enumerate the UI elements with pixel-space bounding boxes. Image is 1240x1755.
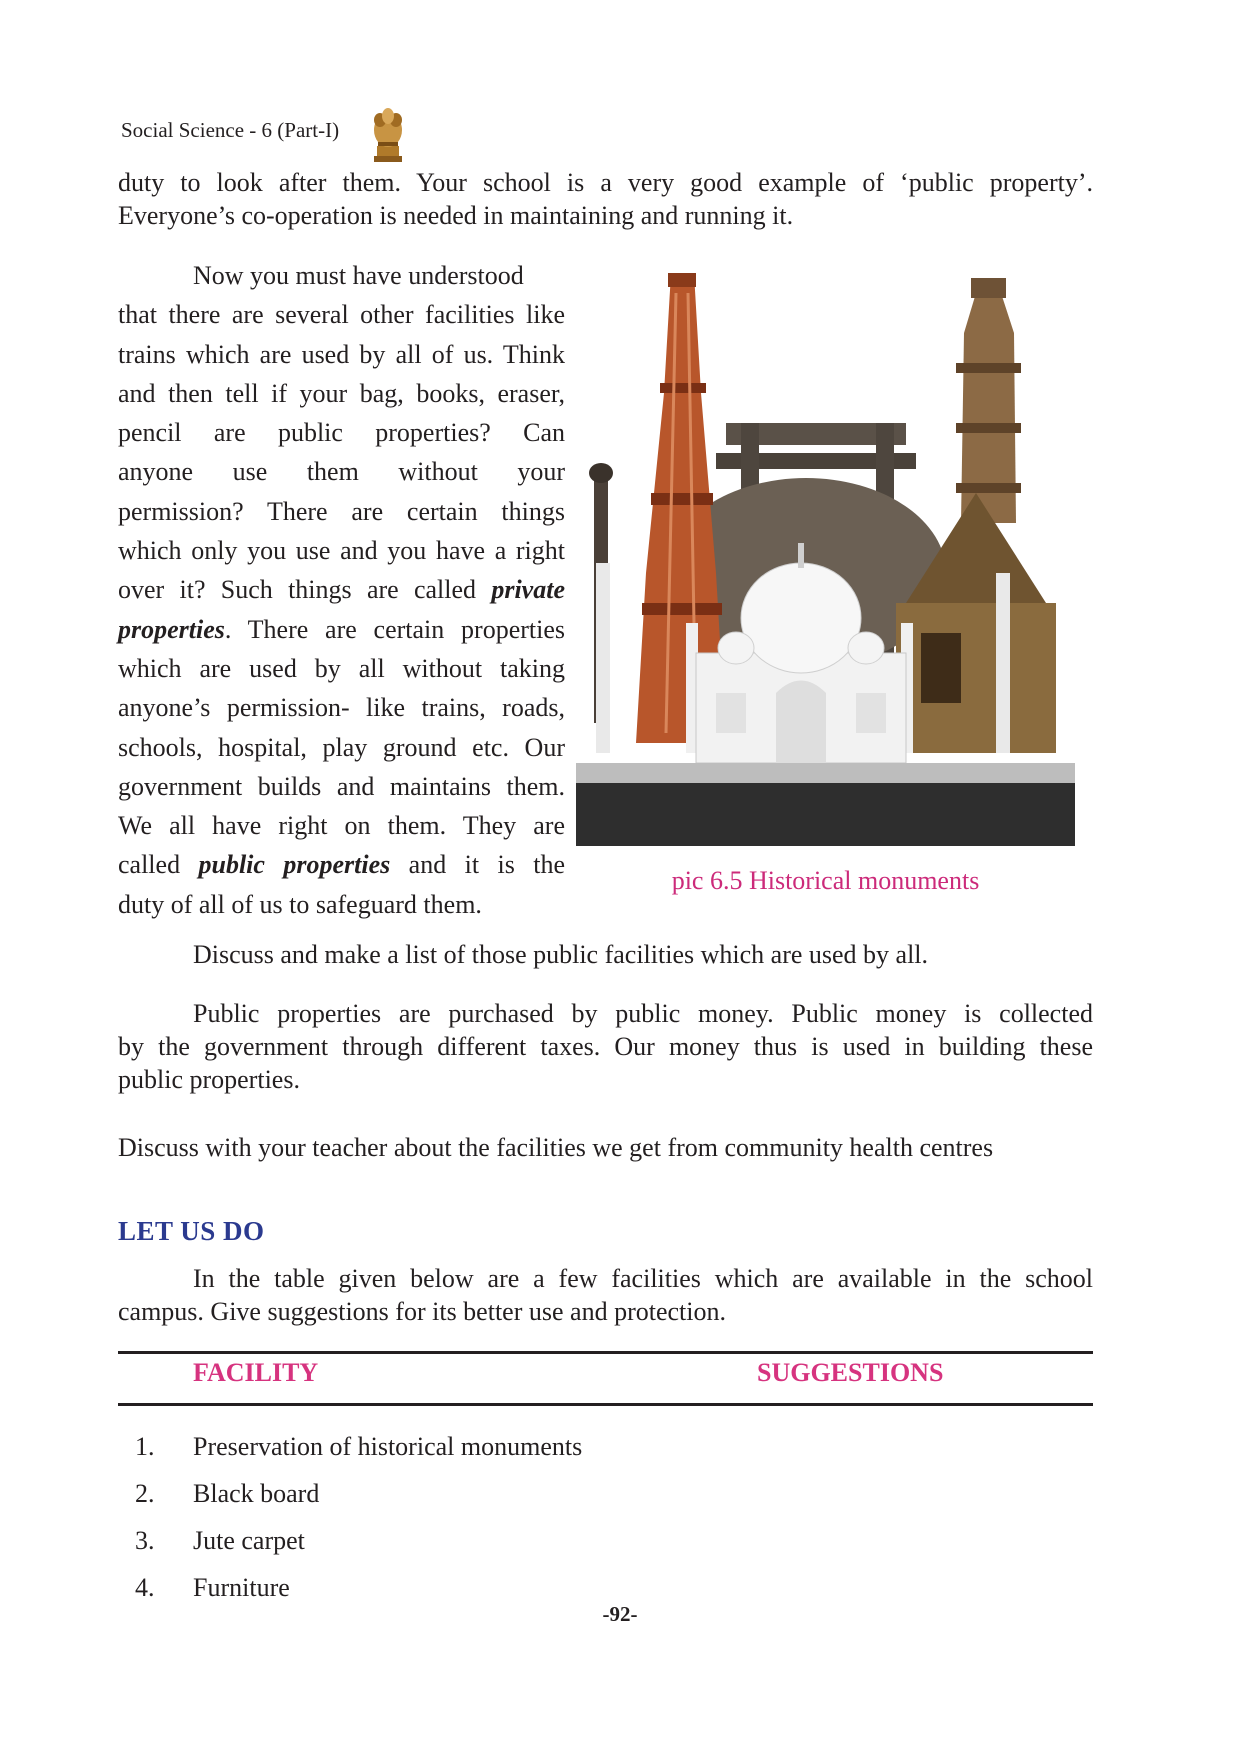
table-row-facility: Preservation of historical monuments [193, 1432, 583, 1461]
term-private: private [491, 575, 565, 605]
table-row-facility: Jute carpet [193, 1526, 305, 1555]
term-public-properties: public properties [198, 850, 391, 880]
paragraph-private-public-properties: Now you must have understood that there are several other facilities like trains which are used by all of us. Think and then tell if your bag, books, eraser, pencil are public properties? Can anyone use them without your permission? There are certain things which only you use and you have a right over it? Such things are called private properties. There are certain properties which are used by all without taking anyone’s permission- like trains, roads, schools, hospital, play ground etc. Our government builds and maintains them. We all have right on them. They are called public properties and it is the duty of all of us to safeguard them. [118, 261, 565, 919]
table-header-facility: FACILITY [193, 1358, 319, 1387]
paragraph-public-money: Public properties are purchased by public money. Public money is collected by the government through different taxes. Our money thus is used in building these public properties. [118, 999, 1093, 1094]
historical-monuments-image [576, 273, 1075, 846]
table-row-number: 1. [135, 1432, 155, 1461]
table-header-suggestions: SUGGESTIONS [757, 1358, 944, 1387]
table-top-rule [118, 1351, 1093, 1354]
table-row-facility: Black board [193, 1479, 320, 1508]
paragraph-table-intro: In the table given below are a few facilities which are available in the school campus. Give suggestions for its better use and protection. [118, 1264, 1093, 1326]
national-emblem-icon [368, 106, 408, 164]
page-number: -92- [602, 1602, 638, 1626]
section-heading-let-us-do: LET US DO [118, 1216, 265, 1246]
table-row-number: 3. [135, 1526, 155, 1555]
paragraph-health-centres: Discuss with your teacher about the facilities we get from community health centres [118, 1133, 994, 1162]
figure-caption: pic 6.5 Historical monuments [671, 866, 980, 895]
table-header-rule [118, 1403, 1093, 1406]
table-row-number: 4. [135, 1573, 155, 1602]
term-properties: properties [118, 614, 225, 644]
paragraph-public-property: duty to look after them. Your school is a very good example of ‘public property’. Everyone’s co-operation is needed in maintaining and running it. [118, 168, 1093, 230]
table-row-facility: Furniture [193, 1573, 290, 1602]
table-row-number: 2. [135, 1479, 155, 1508]
running-header: Social Science - 6 (Part-I) [121, 118, 340, 142]
paragraph-discuss-list: Discuss and make a list of those public facilities which are used by all. [193, 940, 929, 969]
